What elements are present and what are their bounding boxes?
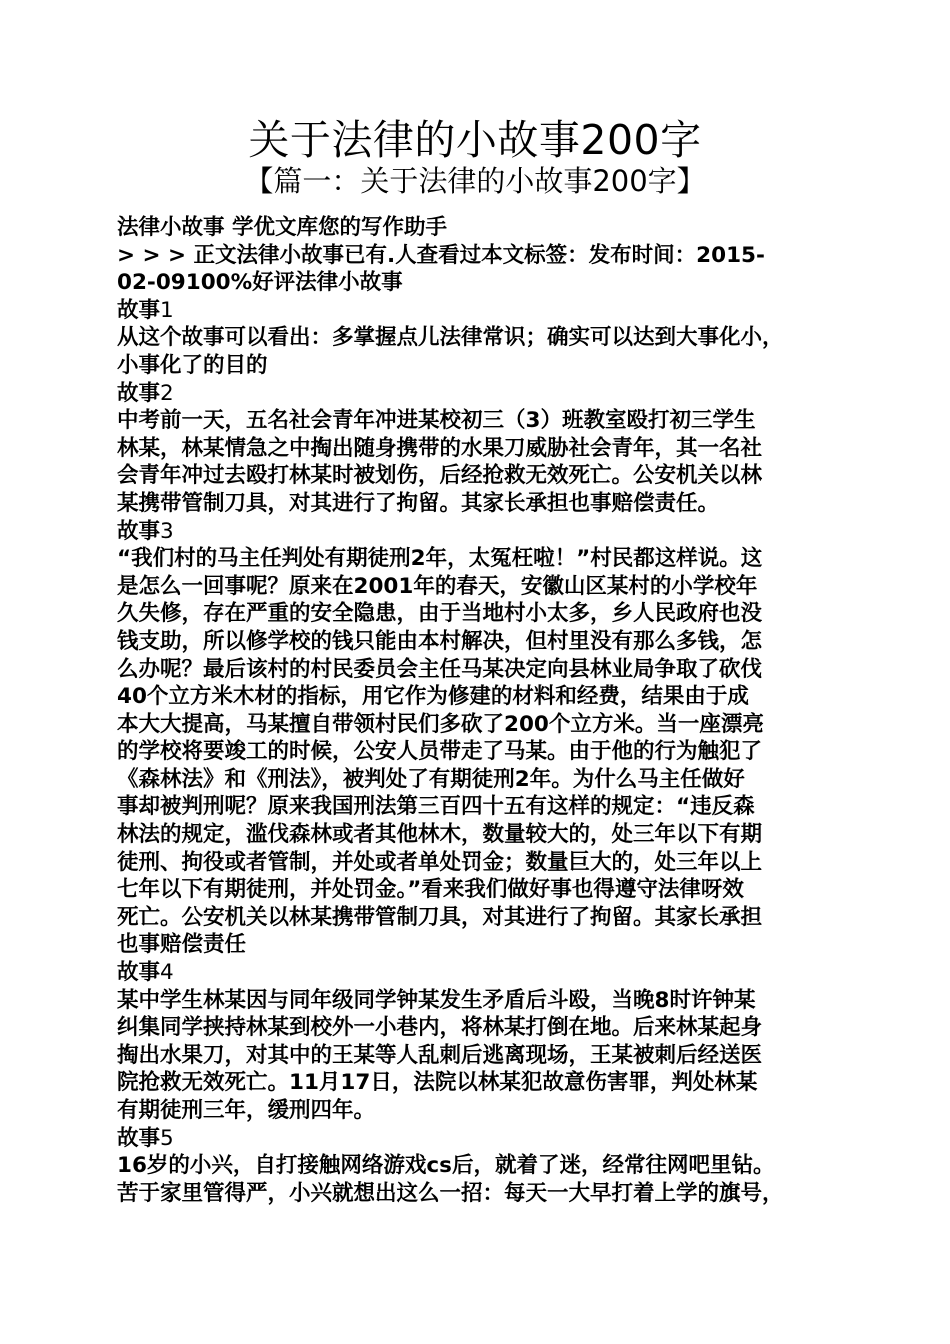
story-heading <box>117 380 847 408</box>
story-text-line: 小事化了的目的 <box>117 352 268 378</box>
story-text-line: 掏出水果刀，对其中的王某等人乱刺后逃离现场，王某被刺后经送医 <box>117 1042 763 1068</box>
story-text-line: 也事赔偿责任 <box>117 932 247 958</box>
story-text-line: 中考前一天，五名社会青年冲进某校初三（3）班教室殴打初三学生 <box>117 408 756 434</box>
story-text-line: 有期徒刑三年，缓刑四年。 <box>117 1098 376 1123</box>
story-heading <box>117 1125 847 1153</box>
story-text-line: 某携带管制刀具，对其进行了拘留。其家长承担也事赔偿责任。 <box>117 490 720 516</box>
document-title: 关于法律的小故事200字 <box>248 116 702 164</box>
story-heading <box>117 518 847 546</box>
intro-line: > > > 正文法律小故事已有.人查看过本文标签：发布时间：2015- <box>117 242 765 268</box>
story-text-line: 久失修，存在严重的安全隐患，由于当地村小太多，乡人民政府也没 <box>117 601 763 627</box>
story-text-line: 林法的规定，滥伐森林或者其他林木，数量较大的，处三年以下有期 <box>117 822 763 848</box>
story-heading-label: 故事 <box>117 518 161 544</box>
story-text-line: 16岁的小兴，自打接触网络游戏cs后，就着了迷，经常往网吧里钻。 <box>117 1153 775 1179</box>
document-subtitle: 【篇一：关于法律的小故事200字】 <box>244 164 706 198</box>
story-heading-number: 3 <box>160 518 174 544</box>
story-text-line: 的学校将要竣工的时候，公安人员带走了马某。由于他的行为触犯了 <box>117 739 763 765</box>
story-text-line: 苦于家里管得严，小兴就想出这么一招：每天一大早打着上学的旗号， <box>117 1180 784 1206</box>
story-heading <box>117 297 847 325</box>
story-text-line: 徒刑、拘役或者管制，并处或者单处罚金；数量巨大的，处三年以上 <box>117 849 763 875</box>
intro-line: 02-09100%好评法律小故事 <box>117 270 403 296</box>
story-text-line: 七年以下有期徒刑，并处罚金。”看来我们做好事也得遵守法律呀效 <box>117 877 744 903</box>
story-text-line: 么办呢？最后该村的村民委员会主任马某决定向县林业局争取了砍伐 <box>117 656 763 682</box>
story-text-line: 钱支助，所以修学校的钱只能由本村解决，但村里没有那么多钱，怎 <box>117 628 763 654</box>
story-text-line: 林某，林某情急之中掏出随身携带的水果刀威胁社会青年，其一名社 <box>117 435 763 461</box>
story-heading-label: 故事 <box>117 297 161 323</box>
story-text-line: 《森林法》和《刑法》，被判处了有期徒刑2年。为什么马主任做好 <box>117 766 745 792</box>
story-text-line: 院抢救无效死亡。11月17日，法院以林某犯故意伤害罪，判处林某 <box>117 1070 758 1096</box>
story-heading-number: 2 <box>160 380 174 406</box>
story-heading-number: 4 <box>160 960 174 986</box>
story-text-line: 是怎么一回事呢？原来在2001年的春天，安徽山区某村的小学校年 <box>117 573 758 599</box>
story-heading-number: 5 <box>160 1125 174 1151</box>
intro-line: 法律小故事 学优文库您的写作助手 <box>117 215 447 240</box>
story-text-line: “我们村的马主任判处有期徒刑2年，太冤枉啦！”村民都这样说。这 <box>117 546 763 572</box>
story-heading-label: 故事 <box>117 960 161 986</box>
story-text-line: 某中学生林某因与同年级同学钟某发生矛盾后斗殴，当晚8时许钟某 <box>117 987 756 1013</box>
document-body <box>117 214 847 1207</box>
story-text-line: 40个立方米木材的指标，用它作为修建的材料和经费，结果由于成 <box>117 684 749 710</box>
story-text-line: 事却被判刑呢？原来我国刑法第三百四十五有这样的规定：“违反森 <box>117 794 755 820</box>
story-text-line: 纠集同学挟持林某到校外一小巷内，将林某打倒在地。后来林某起身 <box>117 1015 763 1041</box>
story-heading-label: 故事 <box>117 1125 161 1151</box>
story-heading-label: 故事 <box>117 380 161 406</box>
story-heading-number: 1 <box>160 297 174 323</box>
story-text-line: 从这个故事可以看出：多掌握点儿法律常识；确实可以达到大事化小， <box>117 325 784 351</box>
story-text-line: 会青年冲过去殴打林某时被划伤，后经抢救无效死亡。公安机关以林 <box>117 463 763 489</box>
story-heading <box>117 959 847 987</box>
story-text-line: 死亡。公安机关以林某携带管制刀具，对其进行了拘留。其家长承担 <box>117 904 763 930</box>
story-text-line: 本大大提高，马某擅自带领村民们多砍了200个立方米。当一座漂亮 <box>117 711 764 737</box>
